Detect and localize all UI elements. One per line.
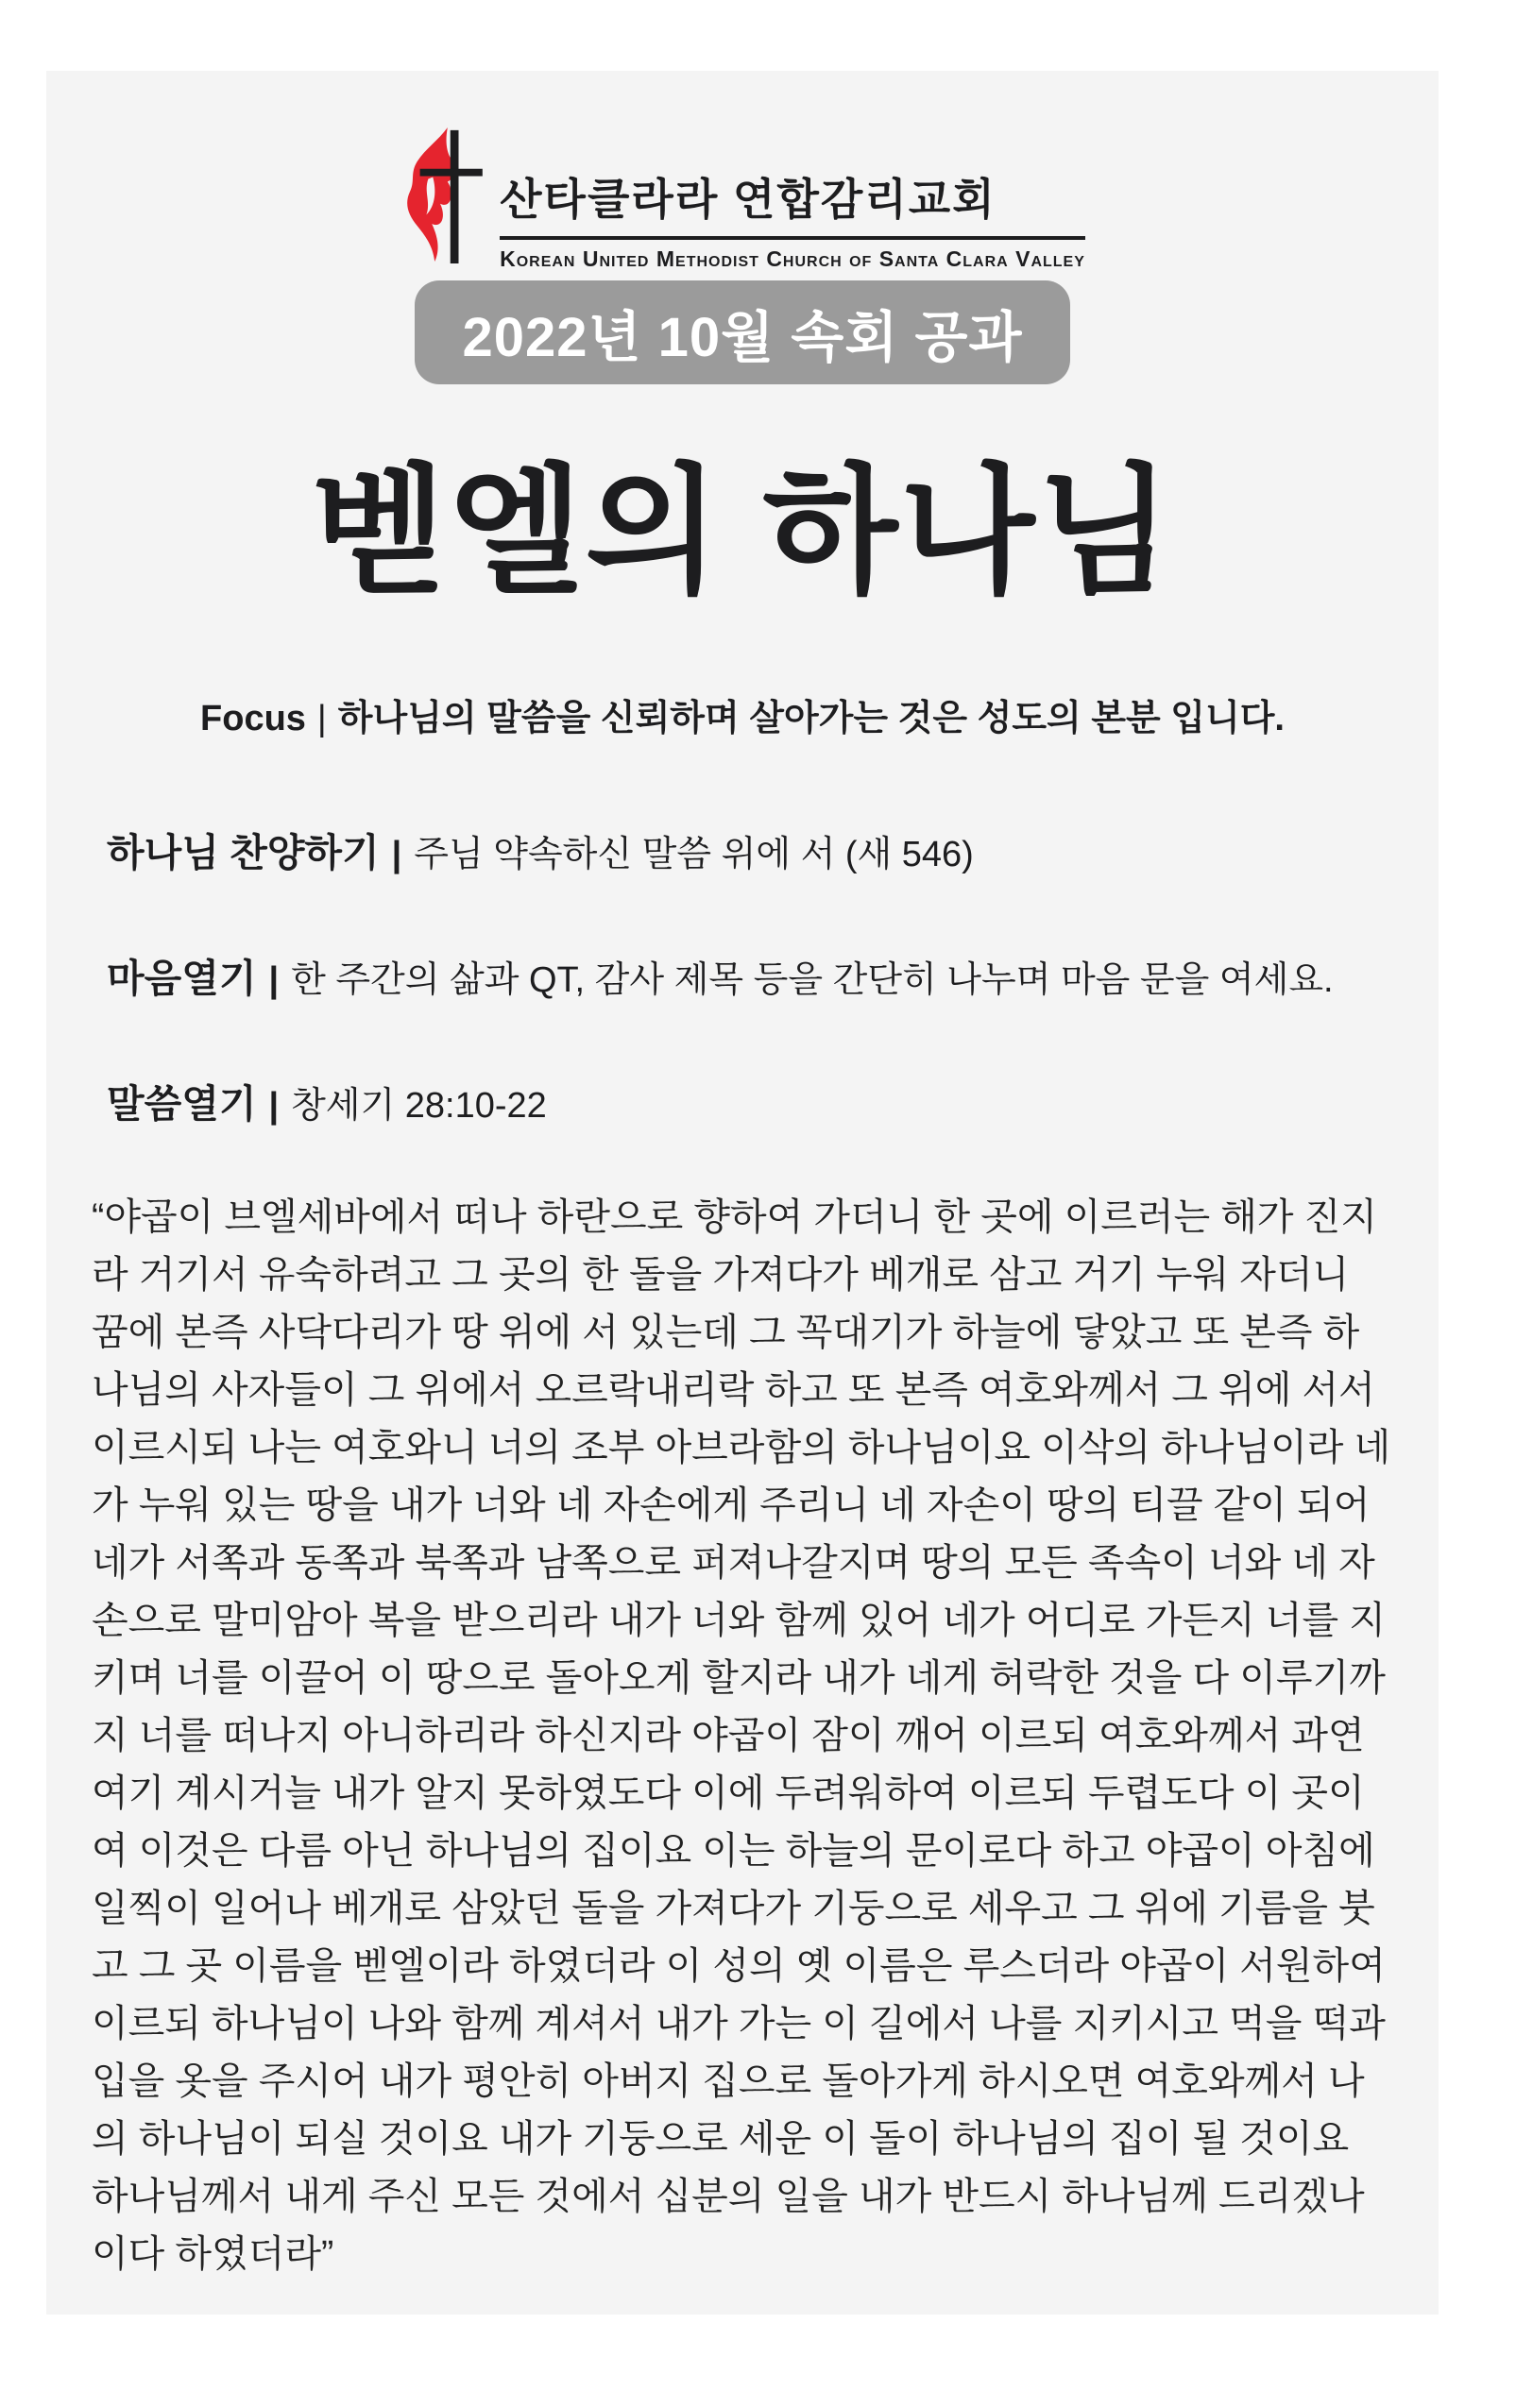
section-open-heart <box>107 947 1378 1003</box>
church-name-block <box>500 126 1085 272</box>
section-open-heart-separator: | <box>268 960 280 1000</box>
focus-separator: | <box>316 699 327 738</box>
focus-text: 하나님의 말씀을 신뢰하며 살아가는 것은 성도의 본분 입니다. <box>337 699 1285 738</box>
focus-label: Focus <box>200 699 306 738</box>
section-praise-text: 주님 약속하신 말씀 위에 서 (새 546) <box>414 835 974 874</box>
church-name-english: Korean United Methodist Church of Santa Clara Valley <box>500 246 1085 271</box>
section-open-heart-label: 마음열기 <box>107 957 257 1000</box>
section-praise-label: 하나님 찬양하기 <box>107 831 380 874</box>
section-praise-separator: | <box>391 835 402 874</box>
focus-line <box>103 688 1382 740</box>
lesson-card <box>46 71 1439 2315</box>
umc-cross-flame-icon <box>400 126 483 263</box>
issue-badge: 2022년 10월 속회 공과 <box>415 280 1070 384</box>
section-open-heart-text: 한 주간의 삶과 QT, 감사 제목 등을 간단히 나누며 마음 문을 여세요. <box>291 960 1334 1000</box>
church-name-korean: 산타클라라 연합감리교회 <box>500 165 1085 240</box>
scripture-passage: “야곱이 브엘세바에서 떠나 하란으로 향하여 가더니 한 곳에 이르러는 해가 진지라 거기서 유숙하려고 그 곳의 한 돌을 가져다가 베개로 삼고 거기 누워 자더니 꿈에 본즉 사닥다리가 땅 위에 서 있는데 그 꼭대기가 하늘에 닿았고 또 본즉 하나님의 사자들이 그 위에서 오르락내리락 하고 또 본즉 여호와께서 그 위에 서서 이르시되 나는 여호와니 너의 조부 아브라함의 하나님이요 이삭의 하나님이라 네가 누워 있는 땅을 내가 너와 네 자손에게 주리니 네 자손이 땅의 티끌 같이 되어 네가 서쪽과 동쪽과 북쪽과 남쪽으로 퍼져나갈지며 땅의 모든 족속이 너와 네 자손으로 말미암아 복을 받으리라 내가 너와 함께 있어 네가 어디로 가든지 너를 지키며 너를 이끌어 이 땅으로 돌아오게 할지라 내가 네게 허락한 것을 다 이루기까지 너를 떠나지 아니하리라 하신지라 야곱이 잠이 깨어 이르되 여호와께서 과연 여기 계시거늘 내가 알지 못하였도다 이에 두려워하여 이르되 두렵도다 이 곳이여 이것은 다름 아닌 하나님의 집이요 이는 하늘의 문이로다 하고 야곱이 아침에 일찍이 일어나 베개로 삼았던 돌을 가져다가 기둥으로 세우고 그 위에 기름을 붓고 그 곳 이름을 벧엘이라 하였더라 이 성의 옛 이름은 루스더라 야곱이 서원하여 이르되 하나님이 나와 함께 계셔서 내가 가는 이 길에서 나를 지키시고 먹을 떡과 입을 옷을 주시어 내가 평안히 아버지 집으로 돌아가게 하시오면 여호와께서 나의 하나님이 되실 것이요 내가 기둥으로 세운 이 돌이 하나님의 집이 될 것이요 하나님께서 내게 주신 모든 것에서 십분의 일을 내가 반드시 하나님께 드리겠나이다 하였더라” <box>92 1196 1391 2275</box>
church-logo <box>46 71 1439 271</box>
section-open-word <box>107 1073 1378 1128</box>
lesson-title: 벧엘의 하나님 <box>311 454 1174 610</box>
section-open-word-label: 말씀열기 <box>107 1082 257 1126</box>
section-praise <box>107 822 1378 877</box>
section-open-word-separator: | <box>268 1086 280 1126</box>
section-open-word-text: 창세기 28:10-22 <box>291 1086 547 1126</box>
